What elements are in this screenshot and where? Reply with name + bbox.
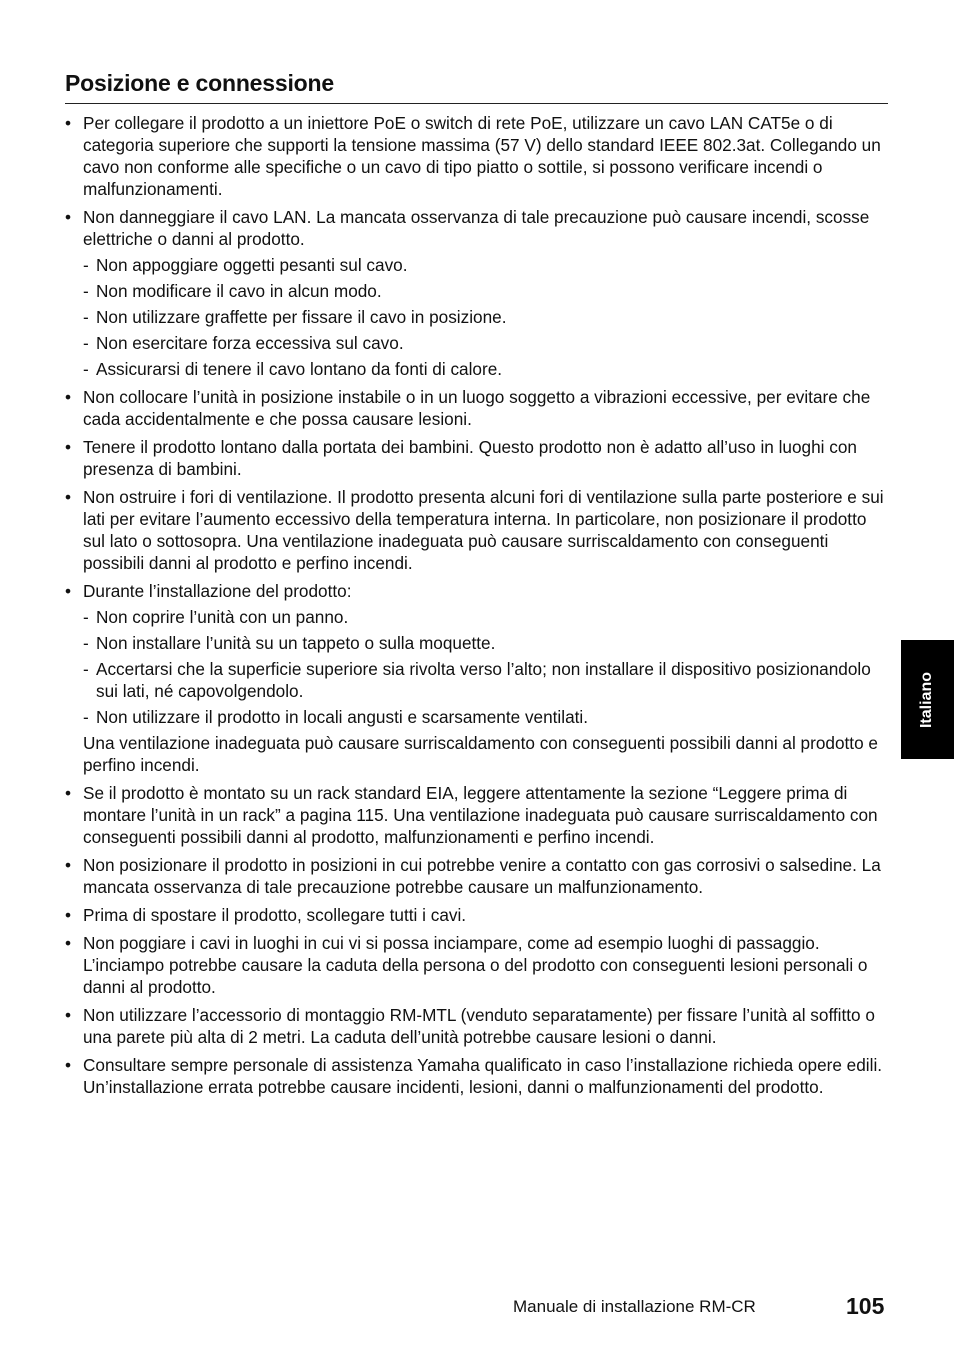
list-item-text: Non ostruire i fori di ventilazione. Il prodotto presenta alcuni fori di ventilazione sulla parte posteriore e sui lati per evitare l’aumento eccessivo della temperatura interna. In particolare, non posizionare il prodotto sul lato o sottosopra. Una ventilazione inadeguata può causare surriscaldamento con conseguenti possibili danni al prodotto e perfino incendi. <box>83 487 884 573</box>
list-item <box>65 436 887 480</box>
dash-icon: - <box>83 633 89 653</box>
sub-item <box>83 606 887 628</box>
manual-title: Manuale di installazione RM-CR <box>513 1297 756 1316</box>
list-item <box>65 1054 887 1098</box>
page-number: 105 <box>846 1293 885 1319</box>
sub-item-text: Non modificare il cavo in alcun modo. <box>96 281 382 301</box>
sub-item-text: Non coprire l’unità con un panno. <box>96 607 349 627</box>
list-item-text: Non poggiare i cavi in luoghi in cui vi si possa inciampare, come ad esempio luoghi di passaggio. L’inciampo potrebbe causare la caduta della persona o del prodotto con conseguenti lesioni personali o danni al prodotto. <box>83 933 868 997</box>
dash-icon: - <box>83 307 89 327</box>
sub-item <box>83 632 887 654</box>
list-item-text: Consultare sempre personale di assistenza Yamaha qualificato in caso l’installazione richieda opere edili. Un’installazione errata potrebbe causare incidenti, lesioni, danni o malfunzionamenti del prodotto. <box>83 1055 883 1097</box>
list-item <box>65 386 887 430</box>
sub-item <box>83 706 887 728</box>
bullet-icon: • <box>65 1055 72 1075</box>
section-title: Posizione e connessione <box>65 70 334 96</box>
bullet-icon: • <box>65 933 72 953</box>
bullet-icon: • <box>65 905 72 925</box>
precaution-list <box>65 112 887 1104</box>
sub-item-text: Assicurarsi di tenere il cavo lontano da fonti di calore. <box>96 359 503 379</box>
dash-icon: - <box>83 707 89 727</box>
sub-item-text: Non esercitare forza eccessiva sul cavo. <box>96 333 404 353</box>
sub-item <box>83 280 887 302</box>
dash-icon: - <box>83 255 89 275</box>
list-item-text: Non danneggiare il cavo LAN. La mancata osservanza di tale precauzione può causare incendi, scosse elettriche o danni al prodotto. <box>83 207 870 249</box>
list-item <box>65 580 887 776</box>
bullet-icon: • <box>65 387 72 407</box>
list-item <box>65 904 887 926</box>
dash-icon: - <box>83 359 89 379</box>
list-item-text: Durante l’installazione del prodotto: <box>83 581 352 601</box>
dash-icon: - <box>83 333 89 353</box>
language-tab-label: Italiano <box>918 671 935 729</box>
list-item <box>65 486 887 574</box>
list-item <box>65 932 887 998</box>
bullet-icon: • <box>65 487 72 507</box>
list-item <box>65 112 887 200</box>
list-item-text: Se il prodotto è montato su un rack standard EIA, leggere attentamente la sezione “Leggere prima di montare l’unità in un rack” a pagina 115. Una ventilazione inadeguata può causare surriscaldamento con conseguenti possibili danni al prodotto, malfunzionamenti e perfino incendi. <box>83 783 878 847</box>
list-item <box>65 782 887 848</box>
bullet-icon: • <box>65 113 72 133</box>
dash-icon: - <box>83 659 89 679</box>
sub-item <box>83 332 887 354</box>
sub-item-text: Accertarsi che la superficie superiore sia rivolta verso l’alto; non installare il dispositivo posizionandolo sui lati, né capovolgendolo. <box>96 659 871 701</box>
dash-icon: - <box>83 607 89 627</box>
sub-item <box>83 358 887 380</box>
bullet-icon: • <box>65 855 72 875</box>
list-item-text: Tenere il prodotto lontano dalla portata dei bambini. Questo prodotto non è adatto all’uso in luoghi con presenza di bambini. <box>83 437 857 479</box>
bullet-icon: • <box>65 783 72 803</box>
sub-item-text: Non appoggiare oggetti pesanti sul cavo. <box>96 255 408 275</box>
sub-item <box>83 658 887 702</box>
list-item-text: Non posizionare il prodotto in posizioni in cui potrebbe venire a contatto con gas corrosivi o salsedine. La mancata osservanza di tale precauzione potrebbe causare un malfunzionamento. <box>83 855 881 897</box>
list-item <box>65 1004 887 1048</box>
sub-item-text: Non utilizzare il prodotto in locali angusti e scarsamente ventilati. <box>96 707 589 727</box>
bullet-icon: • <box>65 437 72 457</box>
list-item-text: Non utilizzare l’accessorio di montaggio RM-MTL (venduto separatamente) per fissare l’unità al soffitto o una parete più alta di 2 metri. La caduta dell’unità potrebbe causare lesioni o danni. <box>83 1005 875 1047</box>
dash-icon: - <box>83 281 89 301</box>
list-item-text: Prima di spostare il prodotto, scollegare tutti i cavi. <box>83 905 467 925</box>
sub-item-text: Non utilizzare graffette per fissare il cavo in posizione. <box>96 307 507 327</box>
sub-item-text: Non installare l’unità su un tappeto o sulla moquette. <box>96 633 496 653</box>
list-item <box>65 206 887 380</box>
list-item-text: Per collegare il prodotto a un iniettore PoE o switch di rete PoE, utilizzare un cavo LAN CAT5e o di categoria superiore che supporti la tensione massima (57 V) dello standard IEEE 802.3at. Collegando un cavo non conforme alle specifiche o un cavo di tipo piatto o sottile, si possono verificare incendi o malfunzionamenti. <box>83 113 881 199</box>
list-item <box>65 854 887 898</box>
title-divider <box>65 103 888 104</box>
bullet-icon: • <box>65 207 72 227</box>
bullet-icon: • <box>65 581 72 601</box>
bullet-icon: • <box>65 1005 72 1025</box>
sub-item <box>83 306 887 328</box>
language-tab <box>901 640 954 759</box>
list-item-note: Una ventilazione inadeguata può causare surriscaldamento con conseguenti possibili danni al prodotto e perfino incendi. <box>83 733 878 775</box>
list-item-text: Non collocare l’unità in posizione instabile o in un luogo soggetto a vibrazioni eccessive, per evitare che cada accidentalmente e che possa causare lesioni. <box>83 387 871 429</box>
sub-item <box>83 254 887 276</box>
